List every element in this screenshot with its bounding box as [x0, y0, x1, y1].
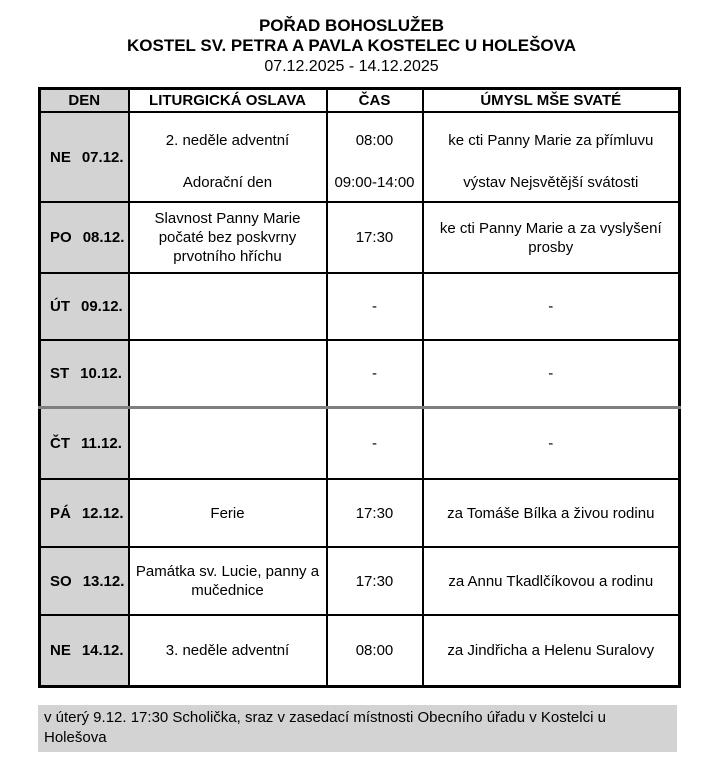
footer-note: v úterý 9.12. 17:30 Scholička, sraz v zasedací místnosti Obecního úřadu v Kostelci u Holešova: [38, 705, 677, 752]
table-row-ne-0712: [40, 112, 680, 202]
day-cell: [40, 202, 129, 273]
umysl-entry: ke cti Panny Marie a za vyslyšení prosby: [439, 219, 662, 256]
table-row-st-1012: [40, 340, 680, 408]
umysl-cell: [423, 112, 680, 202]
day-date: 12.12.: [81, 504, 124, 522]
day-abbrev: ST: [50, 365, 70, 382]
oslava-entry: [130, 372, 326, 376]
oslava-entry: Adorační den: [182, 174, 273, 191]
day-abbrev: SO: [50, 572, 72, 590]
cas-entry: 17:30: [355, 572, 394, 590]
day-cell: [40, 547, 129, 615]
day-date: 11.12.: [81, 435, 122, 452]
oslava-cell: [129, 340, 327, 408]
umysl-cell: [423, 273, 680, 340]
cas-cell: [327, 112, 423, 202]
oslava-entry: 3. neděle adventní: [165, 642, 290, 659]
cas-cell: [327, 615, 423, 687]
cas-entry: -: [372, 365, 377, 382]
oslava-cell: [129, 615, 327, 687]
col-header-umysl: ÚMYSL MŠE SVATÉ: [423, 89, 680, 113]
doc-title: POŘAD BOHOSLUŽEB: [258, 16, 445, 35]
cas-cell: [327, 547, 423, 615]
day-abbrev: NE: [50, 642, 71, 659]
cas-cell: [327, 408, 423, 480]
umysl-cell: [423, 479, 680, 547]
table-row-ct-1112: [40, 408, 680, 480]
oslava-cell: [129, 408, 327, 480]
day-date: 14.12.: [81, 642, 124, 659]
doc-header: [0, 0, 703, 77]
umysl-entry: za Annu Tkadlčíkovou a rodinu: [448, 572, 654, 590]
oslava-cell: [129, 202, 327, 273]
doc-date-range: 07.12.2025 - 14.12.2025: [264, 58, 439, 75]
cas-entry: 17:30: [355, 229, 394, 246]
oslava-cell: [129, 479, 327, 547]
table-row-po-0812: [40, 202, 680, 273]
cas-entry: 08:00: [355, 642, 394, 659]
oslava-entry: Ferie: [210, 504, 245, 522]
table-row-so-1312: [40, 547, 680, 615]
cas-entry: -: [372, 298, 377, 315]
col-header-den: DEN: [40, 89, 129, 113]
table-row-ut-0912: [40, 273, 680, 340]
umysl-entry: za Tomáše Bílka a živou rodinu: [447, 504, 655, 522]
cas-entry: 08:00: [355, 132, 394, 149]
table-header-row: [40, 89, 680, 113]
day-cell: [40, 408, 129, 480]
day-cell: [40, 273, 129, 340]
oslava-cell: [129, 547, 327, 615]
oslava-entry: 2. neděle adventní: [165, 132, 290, 149]
umysl-cell: [423, 340, 680, 408]
day-date: 13.12.: [82, 572, 125, 590]
day-date: 08.12.: [82, 229, 125, 246]
day-date: 09.12.: [81, 298, 123, 315]
cas-cell: [327, 273, 423, 340]
col-header-cas: ČAS: [327, 89, 423, 113]
oslava-entry: [130, 442, 326, 446]
umysl-entry: -: [548, 298, 554, 315]
oslava-entry: Slavnost Panny Marie počaté bez poskvrny prvotního hříchu: [154, 210, 301, 265]
cas-cell: [327, 340, 423, 408]
umysl-entry: výstav Nejsvětější svátosti: [463, 174, 639, 191]
day-cell: [40, 340, 129, 408]
table-row-pa-1212: [40, 479, 680, 547]
cas-cell: [327, 202, 423, 273]
oslava-entry: Památka sv. Lucie, panny a mučednice: [135, 563, 320, 599]
umysl-entry: za Jindřicha a Helenu Suralovy: [447, 642, 655, 659]
oslava-entry: [130, 305, 326, 309]
day-date: 07.12.: [81, 148, 124, 166]
col-header-oslava: LITURGICKÁ OSLAVA: [129, 89, 327, 113]
schedule-table: [38, 87, 681, 688]
day-abbrev: ČT: [50, 435, 70, 452]
umysl-cell: [423, 408, 680, 480]
umysl-cell: [423, 615, 680, 687]
day-cell: [40, 112, 129, 202]
day-abbrev: PO: [50, 229, 72, 246]
cas-entry: 17:30: [355, 504, 394, 522]
umysl-entry: -: [548, 435, 554, 452]
day-abbrev: PÁ: [50, 504, 71, 522]
day-abbrev: ÚT: [50, 298, 70, 315]
doc-subtitle: KOSTEL SV. PETRA A PAVLA KOSTELEC U HOLEŠOVA: [127, 36, 576, 55]
day-date: 10.12.: [80, 365, 122, 382]
umysl-cell: [423, 202, 680, 273]
day-abbrev: NE: [50, 148, 71, 166]
oslava-cell: [129, 112, 327, 202]
oslava-cell: [129, 273, 327, 340]
cas-cell: [327, 479, 423, 547]
umysl-cell: [423, 547, 680, 615]
umysl-entry: ke cti Panny Marie za přímluvu: [448, 132, 654, 149]
day-cell: [40, 615, 129, 687]
table-row-ne-1412: [40, 615, 680, 687]
umysl-entry: -: [548, 365, 554, 382]
cas-entry: 09:00-14:00: [334, 174, 415, 191]
day-cell: [40, 479, 129, 547]
cas-entry: -: [372, 435, 377, 452]
